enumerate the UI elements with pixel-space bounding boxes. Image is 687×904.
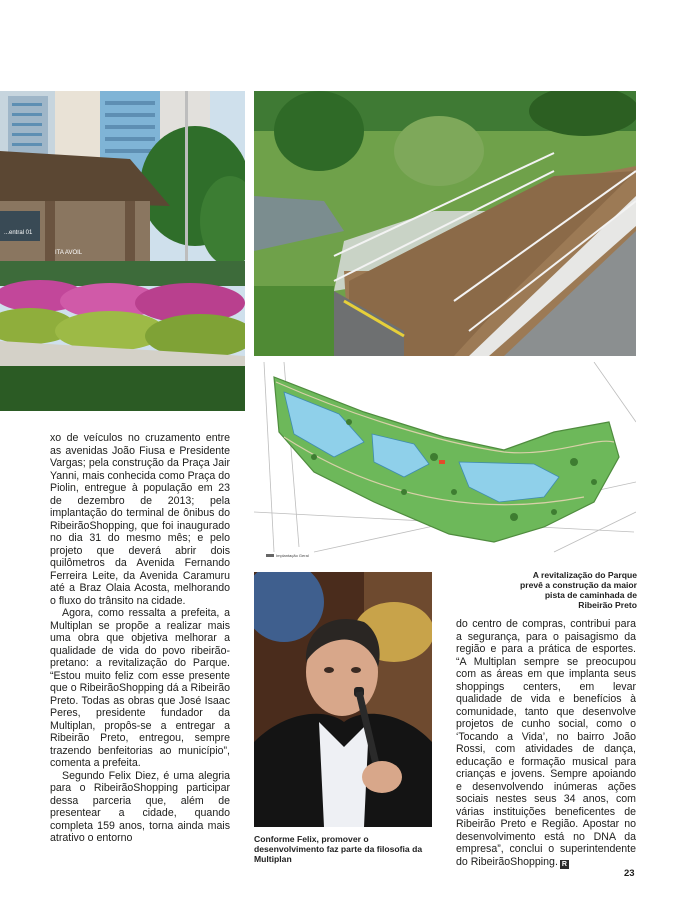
paragraph-left-3: Segundo Felix Diez, é uma alegria para o RibeirãoShopping participar dessa parceria que, além de presentear a cidade, quando completa 159 anos, torna ainda mais atrativo o entorno <box>50 769 230 844</box>
caption-map: A revitalização do Parque prevê a construção da maior pista de caminhada de Ribeirão Preto <box>519 570 637 610</box>
site-plan-map <box>254 362 636 562</box>
sign-text: ...entral 01 <box>4 230 33 236</box>
paragraph-left-1: xo de veículos no cruzamento entre as avenidas João Fiusa e Presidente Vargas; pela construção da Praça Jair Yanni, mais conhecida como Praça do Piolin, entregue à população em 23 de dezembro de 2013; pela implantação do terminal de ônibus do RibeirãoShopping, que foi inaugurado no dia 31 do mesmo mês; e pelo projeto que deverá abrir dois quilômetros da Avenida Fernando Ferreira Leite, da Avenida Caramuru até a Braz Olaia Acosta, melhorando o fluxo do trânsito na cidade. <box>50 432 230 607</box>
right-text-column <box>456 618 636 869</box>
photo-building-garden <box>0 91 245 411</box>
sign-text-2: ITA AVOIL <box>55 250 83 256</box>
photo-park-bridge <box>254 91 636 356</box>
page-number: 23 <box>624 868 635 879</box>
left-text-column <box>50 432 230 845</box>
article-end-mark: R <box>561 860 567 868</box>
caption-portrait: Conforme Felix, promover o desenvolvimento faz parte da filosofia da Multiplan <box>254 834 423 864</box>
photo-speaker-portrait <box>254 572 432 827</box>
paragraph-right-1: do centro de compras, contribui para a segurança, para o paisagismo da região e para a prática de esportes. “A Multiplan sempre se preocupou com as áreas em que implanta seus shoppings centers, em levar qualidade de vida e benefícios à comunidade, tanto que desenvolve projetos de cunho social, como o ‘Tocando a Vida’, no bairro João Rossi, com atividades de dança, educação e formação musical para crianças e jovens. Sempre apoiando e desenvolvendo inúmeras ações sociais nestes seus 34 anos, com várias instituições beneficentes de Ribeirão Preto e Região. Apostar no desenvolvimento está no DNA da empresa”, conclui o superintendente do RibeirãoShopping. <box>456 618 636 868</box>
paragraph-left-2: Agora, como ressalta a prefeita, a Multiplan se propõe a realizar mais uma obra que objetiva melhorar a qualidade de vida do povo ribeirão-pretano: a revitalização do Parque. “Estou muito feliz com esse presente que o RibeirãoShopping dá a Ribeirão Preto. Todas as obras que José Isaac Peres, presidente fundador da Multiplan, propôs-se a entregar a Ribeirão Preto, entregou, sempre trazendo benfeitorias ao município”, comenta a prefeita. <box>50 607 230 769</box>
map-legend-label: Implantação Geral <box>276 553 309 558</box>
